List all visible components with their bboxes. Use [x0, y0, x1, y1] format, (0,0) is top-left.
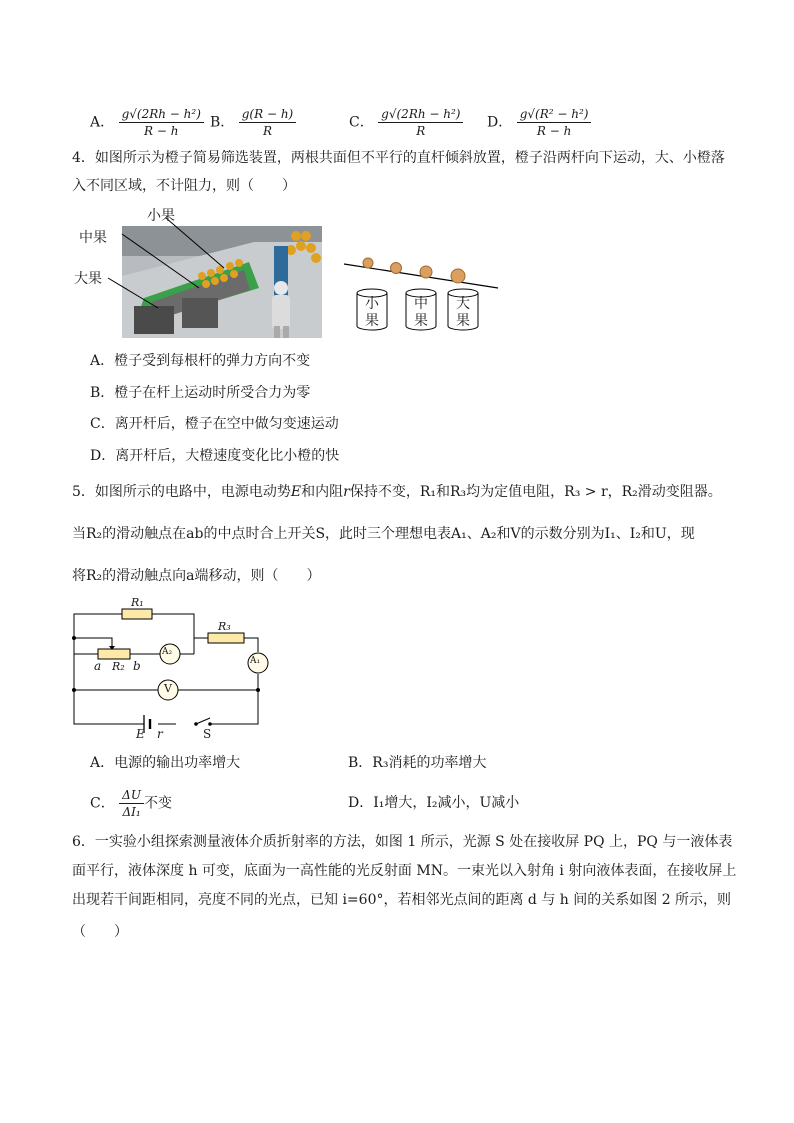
q5-line1-part-a: 5．如图所示的电路中，电源电动势 [72, 484, 291, 500]
circuit-label-r3: R₃ [218, 620, 231, 633]
q3-option-d [487, 106, 591, 139]
q3-option-b-numerator: g(R − h) [239, 106, 297, 123]
q3-option-b [210, 106, 296, 139]
switch-label: S [203, 727, 212, 741]
q3-option-b-fraction [239, 106, 297, 139]
q3-option-d-denominator: R − h [536, 124, 572, 138]
q3-option-c-letter: C． [349, 114, 374, 131]
q4-option-a: A．橙子受到每根杆的弹力方向不变 [90, 353, 311, 369]
q5-option-c-denominator: ΔI₁ [122, 805, 141, 819]
q5-stem-line-1 [72, 482, 722, 502]
photo-label-middle-fruit: 中果 [79, 230, 107, 246]
q6-stem-line-4: （ ） [72, 924, 128, 940]
bin-small-char-2: 果 [365, 313, 379, 329]
q5-internal-resistance-symbol: r [343, 484, 350, 500]
q3-option-a-letter: A． [90, 114, 115, 131]
q4-sorting-photo [74, 206, 324, 340]
q5-option-c-fraction [119, 787, 144, 820]
q5-line1-part-b: 和内阻 [301, 484, 344, 500]
q4-option-d: D．离开杆后，大橙速度变化比小橙的快 [90, 448, 340, 464]
q4-option-b: B．橙子在杆上运动时所受合力为零 [90, 385, 311, 401]
circuit-label-e: E [136, 727, 145, 741]
q5-option-c [90, 787, 172, 820]
sorting-machine-illustration [74, 206, 324, 340]
q5-option-c-letter: C． [90, 795, 115, 812]
q5-stem-line-3: 将R₂的滑动触点向a端移动，则（ ） [72, 568, 321, 584]
q3-option-d-fraction [517, 106, 592, 139]
q3-option-c-denominator: R [416, 124, 426, 138]
bin-middle-label [413, 296, 429, 330]
q5-line1-part-c: 保持不变，R₁和R₃均为定值电阻，R₃ > r，R₂滑动变阻器。 [349, 484, 722, 500]
q5-option-a: A．电源的输出功率增大 [90, 755, 241, 771]
bin-small-char-1: 小 [365, 296, 379, 312]
q3-option-a-numerator: g√(2Rh − h²) [119, 106, 204, 123]
q4-option-c: C．离开杆后，橙子在空中做匀变速运动 [90, 416, 339, 432]
q5-option-d: D．I₁增大，I₂减小，U减小 [348, 795, 520, 811]
q3-option-b-denominator: R [262, 124, 273, 138]
bin-middle-char-2: 果 [414, 313, 428, 329]
circuit-label-r2: R₂ [112, 660, 125, 673]
q5-option-c-numerator: ΔU [119, 787, 144, 804]
ammeter-a2-label: A₂ [162, 647, 173, 657]
bin-large-char-2: 果 [456, 313, 470, 329]
q3-option-c-fraction [378, 106, 463, 139]
bin-middle-char-1: 中 [414, 296, 428, 312]
bin-large-char-1: 大 [456, 296, 470, 312]
q3-option-c [349, 106, 463, 139]
q5-stem-line-2: 当R₂的滑动触点在ab的中点时合上开关S，此时三个理想电表A₁、A₂和V的示数分别为I₁、I₂和U，现 [72, 526, 695, 542]
q3-option-d-numerator: g√(R² − h²) [517, 106, 592, 123]
q6-stem-line-2: 面平行，液体深度 h 可变，底面为一高性能的光反射面 MN。一束光以入射角 i 射向液体表面，在接收屏上 [72, 863, 737, 879]
q5-emf-symbol: E [290, 484, 302, 500]
circuit-label-b: b [133, 659, 141, 673]
photo-label-small-fruit: 小果 [147, 208, 175, 224]
q3-option-a [90, 106, 204, 139]
photo-label-large-fruit: 大果 [74, 271, 102, 287]
q3-option-a-denominator: R − h [144, 124, 179, 138]
q3-option-b-letter: B． [210, 114, 235, 131]
q5-option-b: B．R₃消耗的功率增大 [348, 755, 487, 771]
q4-stem-line-2: 入不同区域，不计阻力，则（ ） [72, 178, 296, 194]
q6-stem-line-3: 出现若干间距相同，亮度不同的光点，已知 i=60°，若相邻光点间的距离 d 与 h 间的关系如图 2 所示，则 [72, 892, 732, 908]
ammeter-a1-label: A₁ [250, 656, 261, 666]
q3-option-d-letter: D． [487, 114, 513, 131]
q4-stem-line-1: 4．如图所示为橙子简易筛选装置，两根共面但不平行的直杆倾斜放置，橙子沿两杆向下运动，大、小橙落 [72, 150, 725, 166]
bin-large-label [455, 296, 471, 330]
circuit-label-r: r [157, 727, 163, 741]
q5-option-c-tail: 不变 [143, 795, 172, 812]
voltmeter-label: V [164, 682, 172, 695]
q3-option-a-fraction [119, 106, 204, 139]
circuit-label-r1: R₁ [131, 596, 144, 609]
circuit-label-a: a [94, 659, 102, 673]
bin-small-label [364, 296, 380, 330]
q3-option-c-numerator: g√(2Rh − h²) [378, 106, 463, 123]
q6-stem-line-1: 6．一实验小组探索测量液体介质折射率的方法，如图 1 所示，光源 S 处在接收屏 PQ 上，PQ 与一液体表 [72, 834, 733, 850]
